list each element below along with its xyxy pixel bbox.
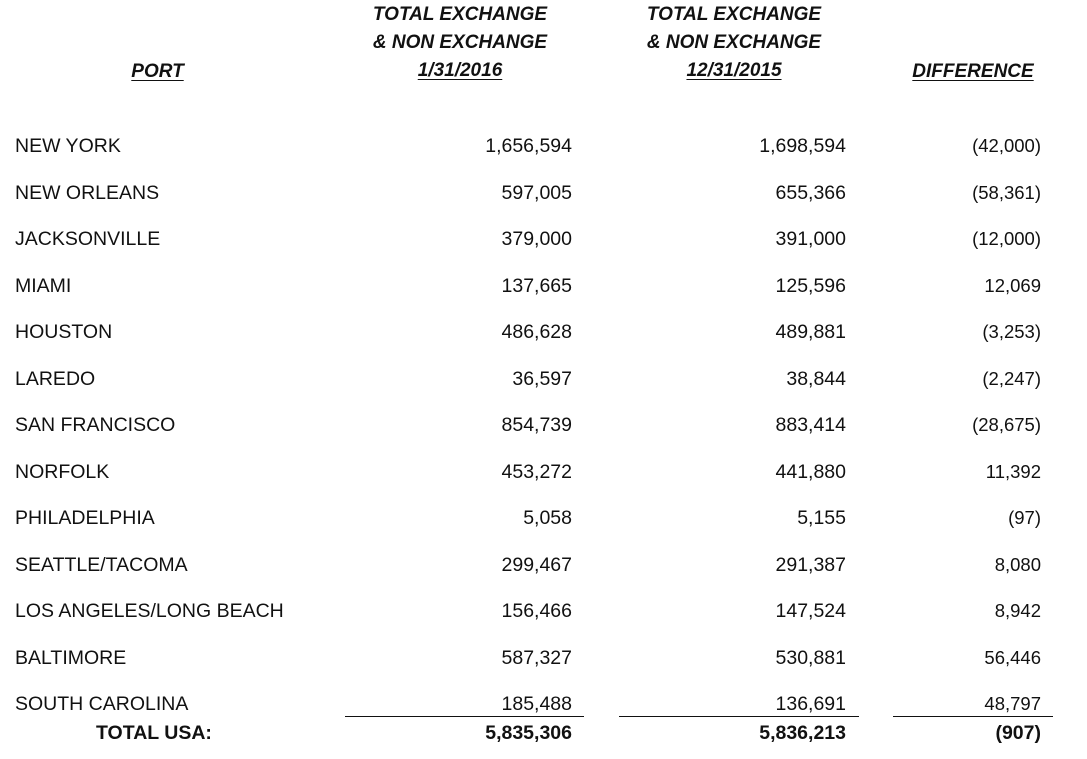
- total-difference: (907): [995, 722, 1041, 744]
- port-name: LOS ANGELES/LONG BEACH: [15, 600, 284, 622]
- dec-2015-value: 391,000: [775, 228, 846, 250]
- col1-header-date: 1/31/2016: [417, 60, 503, 81]
- difference-value: 8,942: [994, 600, 1041, 621]
- col2-header-date: 12/31/2015: [686, 60, 782, 81]
- dec-2015-value: 1,698,594: [759, 135, 846, 157]
- total-jan-2016: 5,835,306: [485, 722, 572, 744]
- dec-2015-value: 441,880: [775, 461, 846, 483]
- difference-value: 48,797: [984, 693, 1041, 714]
- jan-2016-column-header: [350, 1, 570, 85]
- jan-2016-value: 453,272: [501, 461, 572, 483]
- port-name: NEW YORK: [15, 135, 121, 157]
- port-name: PHILADELPHIA: [15, 507, 155, 529]
- table-row: [0, 131, 1087, 161]
- jan-2016-value: 854,739: [501, 414, 572, 436]
- jan-2016-value: 486,628: [501, 321, 572, 343]
- table-row: [0, 503, 1087, 533]
- difference-value: 56,446: [984, 647, 1041, 668]
- port-name: SOUTH CAROLINA: [15, 693, 189, 715]
- difference-value: (97): [1008, 507, 1041, 528]
- col2-header-line2: & NON EXCHANGE: [646, 32, 822, 53]
- dec-2015-value: 136,691: [775, 693, 846, 715]
- port-header-label: PORT: [131, 61, 184, 82]
- col1-header-line2: & NON EXCHANGE: [372, 32, 548, 53]
- dec-2015-value: 5,155: [797, 507, 846, 529]
- jan-2016-value: 156,466: [501, 600, 572, 622]
- dec-2015-value: 530,881: [775, 647, 846, 669]
- total-row: [0, 718, 1087, 748]
- dec-2015-value: 125,596: [775, 275, 846, 297]
- dec-2015-value: 38,844: [786, 368, 846, 390]
- difference-value: (3,253): [982, 321, 1041, 342]
- table-row: [0, 457, 1087, 487]
- total-dec-2015: 5,836,213: [759, 722, 846, 744]
- jan-2016-value: 137,665: [501, 275, 572, 297]
- difference-value: (2,247): [982, 368, 1041, 389]
- difference-header-label: DIFFERENCE: [912, 61, 1034, 82]
- port-name: HOUSTON: [15, 321, 113, 343]
- difference-value: (42,000): [972, 135, 1041, 156]
- difference-total-rule: [893, 716, 1053, 717]
- jan-2016-value: 299,467: [501, 554, 572, 576]
- dec-2015-value: 883,414: [775, 414, 846, 436]
- difference-column-header: [893, 58, 1053, 86]
- difference-value: 11,392: [985, 461, 1041, 482]
- port-name: SAN FRANCISCO: [15, 414, 176, 436]
- port-column-header: [100, 58, 215, 86]
- dec-2015-value: 291,387: [775, 554, 846, 576]
- table-row: [0, 271, 1087, 301]
- difference-value: (28,675): [972, 414, 1041, 435]
- table-row: [0, 596, 1087, 626]
- port-name: LAREDO: [15, 368, 96, 390]
- dec-2015-value: 147,524: [775, 600, 846, 622]
- col1-total-rule: [345, 716, 584, 717]
- col2-header-line1: TOTAL EXCHANGE: [646, 4, 822, 25]
- jan-2016-value: 597,005: [501, 182, 572, 204]
- difference-value: (58,361): [972, 182, 1041, 203]
- port-name: NORFOLK: [15, 461, 110, 483]
- col1-header-line1: TOTAL EXCHANGE: [372, 4, 548, 25]
- jan-2016-value: 1,656,594: [485, 135, 572, 157]
- dec-2015-column-header: [624, 1, 844, 85]
- dec-2015-value: 489,881: [775, 321, 846, 343]
- port-name: BALTIMORE: [15, 647, 127, 669]
- table-row: [0, 317, 1087, 347]
- total-label: TOTAL USA:: [96, 722, 212, 744]
- dec-2015-value: 655,366: [775, 182, 846, 204]
- table-row: [0, 364, 1087, 394]
- difference-value: (12,000): [972, 228, 1041, 249]
- table-row: [0, 689, 1087, 719]
- port-name: NEW ORLEANS: [15, 182, 160, 204]
- difference-value: 8,080: [994, 554, 1041, 575]
- table-row: [0, 550, 1087, 580]
- jan-2016-value: 587,327: [501, 647, 572, 669]
- port-name: MIAMI: [15, 275, 72, 297]
- table-row: [0, 224, 1087, 254]
- jan-2016-value: 379,000: [501, 228, 572, 250]
- table-row: [0, 178, 1087, 208]
- port-name: JACKSONVILLE: [15, 228, 161, 250]
- col2-total-rule: [619, 716, 859, 717]
- table-row: [0, 410, 1087, 440]
- difference-value: 12,069: [984, 275, 1041, 296]
- jan-2016-value: 5,058: [523, 507, 572, 529]
- jan-2016-value: 36,597: [512, 368, 572, 390]
- port-name: SEATTLE/TACOMA: [15, 554, 188, 576]
- jan-2016-value: 185,488: [501, 693, 572, 715]
- table-row: [0, 643, 1087, 673]
